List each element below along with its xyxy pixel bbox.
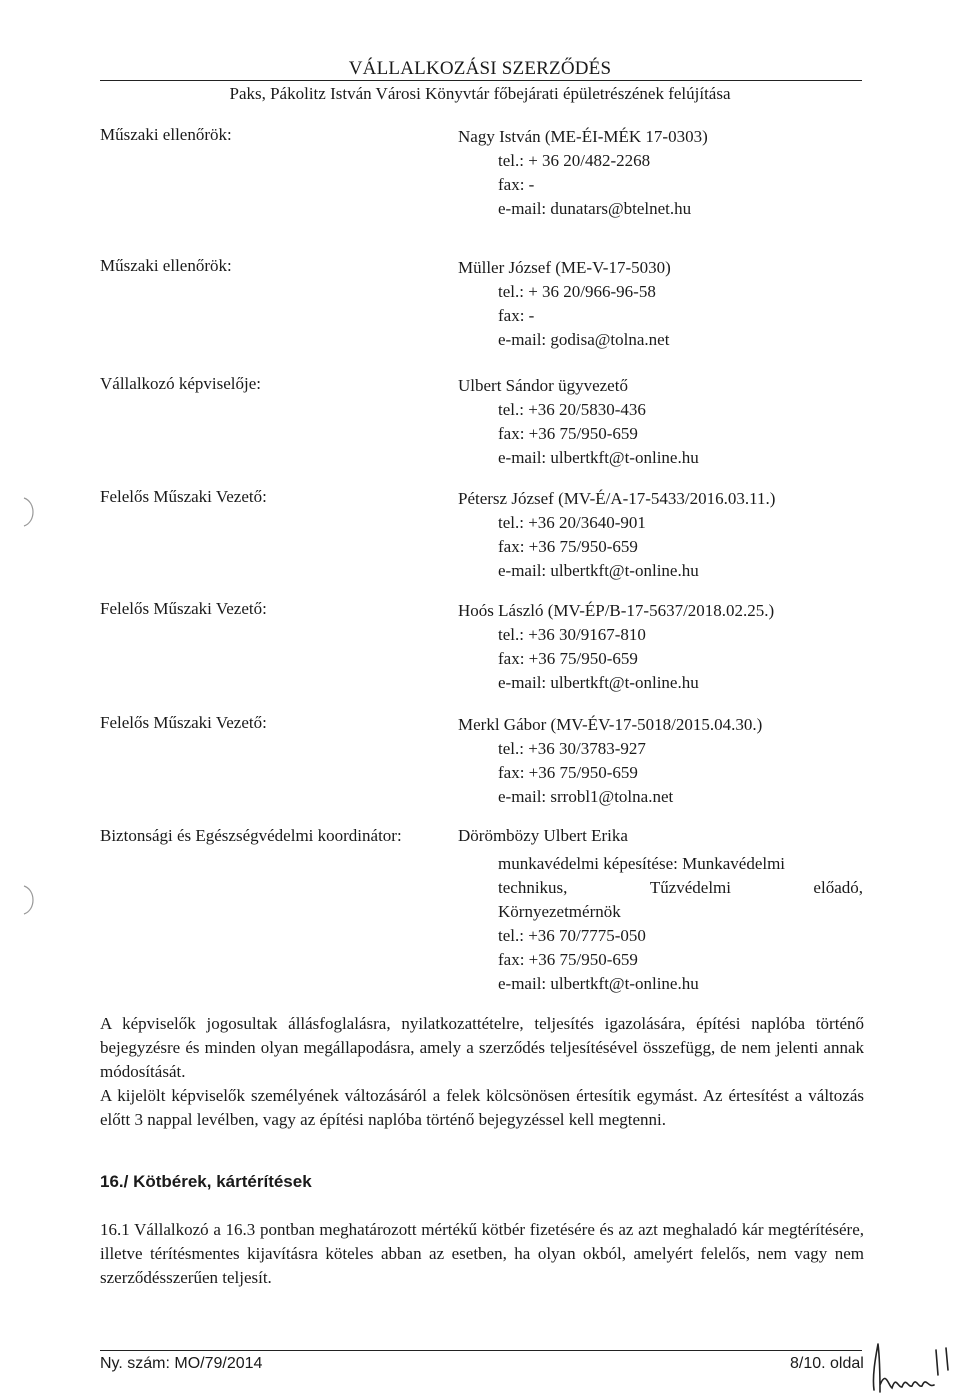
contact-tel: tel.: +36 30/9167-810: [498, 625, 646, 644]
coordinator-tel: tel.: +36 70/7775-050: [498, 926, 646, 945]
contact-name: Merkl Gábor (MV-ÉV-17-5018/2015.04.30.): [458, 715, 763, 734]
paragraph: A képviselők jogosultak állásfoglalásra, nyilatkozattételre, teljesítés igazolására, építési naplóba történő bejegyzésre és minden olyan megállapodásra, amely a szerződés teljesítésével összefügg, de nem jelenti annak módosítását.: [100, 1014, 864, 1081]
contact-name: Ulbert Sándor ügyvezető: [458, 376, 628, 395]
contact-label: Felelős Műszaki Vezető:: [100, 487, 267, 506]
contact-tel: tel.: +36 20/3640-901: [498, 513, 646, 532]
contact-label: Felelős Műszaki Vezető:: [100, 713, 267, 732]
contact-name: Pétersz József (MV-É/A-17-5433/2016.03.11.): [458, 489, 776, 508]
coordinator-qualification-line2: [498, 876, 863, 900]
coordinator-qualification-line3: Környezetmérnök: [498, 902, 621, 921]
contact-details: [458, 374, 699, 470]
coordinator-email: e-mail: ulbertkft@t-online.hu: [498, 974, 699, 993]
coordinator-fax: fax: +36 75/950-659: [498, 950, 638, 969]
contact-tel: tel.: + 36 20/966-96-58: [498, 282, 656, 301]
body-paragraphs: [100, 1012, 864, 1132]
qualification-word: előadó,: [813, 878, 863, 897]
contact-details: [458, 256, 671, 352]
contact-label: Műszaki ellenőrök:: [100, 125, 232, 144]
footer-divider: [100, 1350, 862, 1351]
punch-mark-icon: [20, 492, 42, 532]
contact-label: Műszaki ellenőrök:: [100, 256, 232, 275]
contact-tel: tel.: + 36 20/482-2268: [498, 151, 651, 170]
contact-label: Felelős Műszaki Vezető:: [100, 599, 267, 618]
contact-label: Vállalkozó képviselője:: [100, 374, 261, 393]
coordinator-qualification-line1: [498, 852, 863, 876]
contact-details: [458, 713, 762, 809]
contact-name: Hoós László (MV-ÉP/B-17-5637/2018.02.25.): [458, 601, 775, 620]
contact-email: e-mail: ulbertkft@t-online.hu: [498, 561, 699, 580]
contact-email: e-mail: godisa@tolna.net: [498, 330, 670, 349]
contact-email: e-mail: dunatars@btelnet.hu: [498, 199, 692, 218]
contact-email: e-mail: srrobl1@tolna.net: [498, 787, 674, 806]
contact-fax: fax: +36 75/950-659: [498, 424, 638, 443]
contact-email: e-mail: ulbertkft@t-online.hu: [498, 448, 699, 467]
section-body: [100, 1218, 864, 1290]
contact-tel: tel.: +36 30/3783-927: [498, 739, 646, 758]
contact-fax: fax: +36 75/950-659: [498, 537, 638, 556]
section-paragraph: 16.1 Vállalkozó a 16.3 pontban meghatározott mértékű kötbér fizetésére és az azt meghaladó kár megtérítésére, illetve térítésmentes kijavításra köteles abban az esetben, ha olyan okból, amelyért felelős, nem vagy nem szerződésszerűen teljesít.: [100, 1220, 864, 1287]
contact-fax: fax: -: [498, 306, 535, 325]
contact-name: Nagy István (ME-ÉI-MÉK 17-0303): [458, 127, 708, 146]
contact-fax: fax: +36 75/950-659: [498, 763, 638, 782]
document-subtitle: Paks, Pákolitz István Városi Könyvtár főbejárati épületrészének felújítása: [229, 84, 731, 103]
document-number: Ny. szám: MO/79/2014: [100, 1355, 263, 1372]
contact-fax: fax: +36 75/950-659: [498, 649, 638, 668]
qualification-text: munkavédelmi képesítése: Munkavédelmi: [498, 854, 786, 873]
contact-details: [458, 487, 775, 583]
contact-fax: fax: -: [498, 175, 535, 194]
contact-name: Müller József (ME-V-17-5030): [458, 258, 671, 277]
coordinator-label: Biztonsági és Egészségvédelmi koordinátor:: [100, 826, 402, 845]
contact-email: e-mail: ulbertkft@t-online.hu: [498, 673, 699, 692]
document-title: VÁLLALKOZÁSI SZERZŐDÉS: [348, 58, 612, 79]
coordinator-details: [498, 852, 863, 996]
page-number: 8/10. oldal: [790, 1355, 864, 1372]
contact-details: [458, 125, 708, 221]
qualification-word: Tűzvédelmi: [649, 878, 732, 897]
contact-details: [458, 599, 774, 695]
punch-mark-icon: [20, 880, 42, 920]
signature-icon: [866, 1340, 956, 1395]
header-divider: [100, 80, 862, 81]
contact-tel: tel.: +36 20/5830-436: [498, 400, 646, 419]
section-heading: 16./ Kötbérek, kártérítések: [100, 1172, 312, 1191]
qualification-word: technikus,: [498, 878, 568, 897]
paragraph: A kijelölt képviselők személyének változásáról a felek kölcsönösen értesítik egymást. Az értesítést a változás előtt 3 nappal levélben, vagy az építési naplóba történő bejegyzéssel kell megtenni.: [100, 1086, 864, 1129]
coordinator-name: Dörömbözy Ulbert Erika: [458, 826, 628, 845]
